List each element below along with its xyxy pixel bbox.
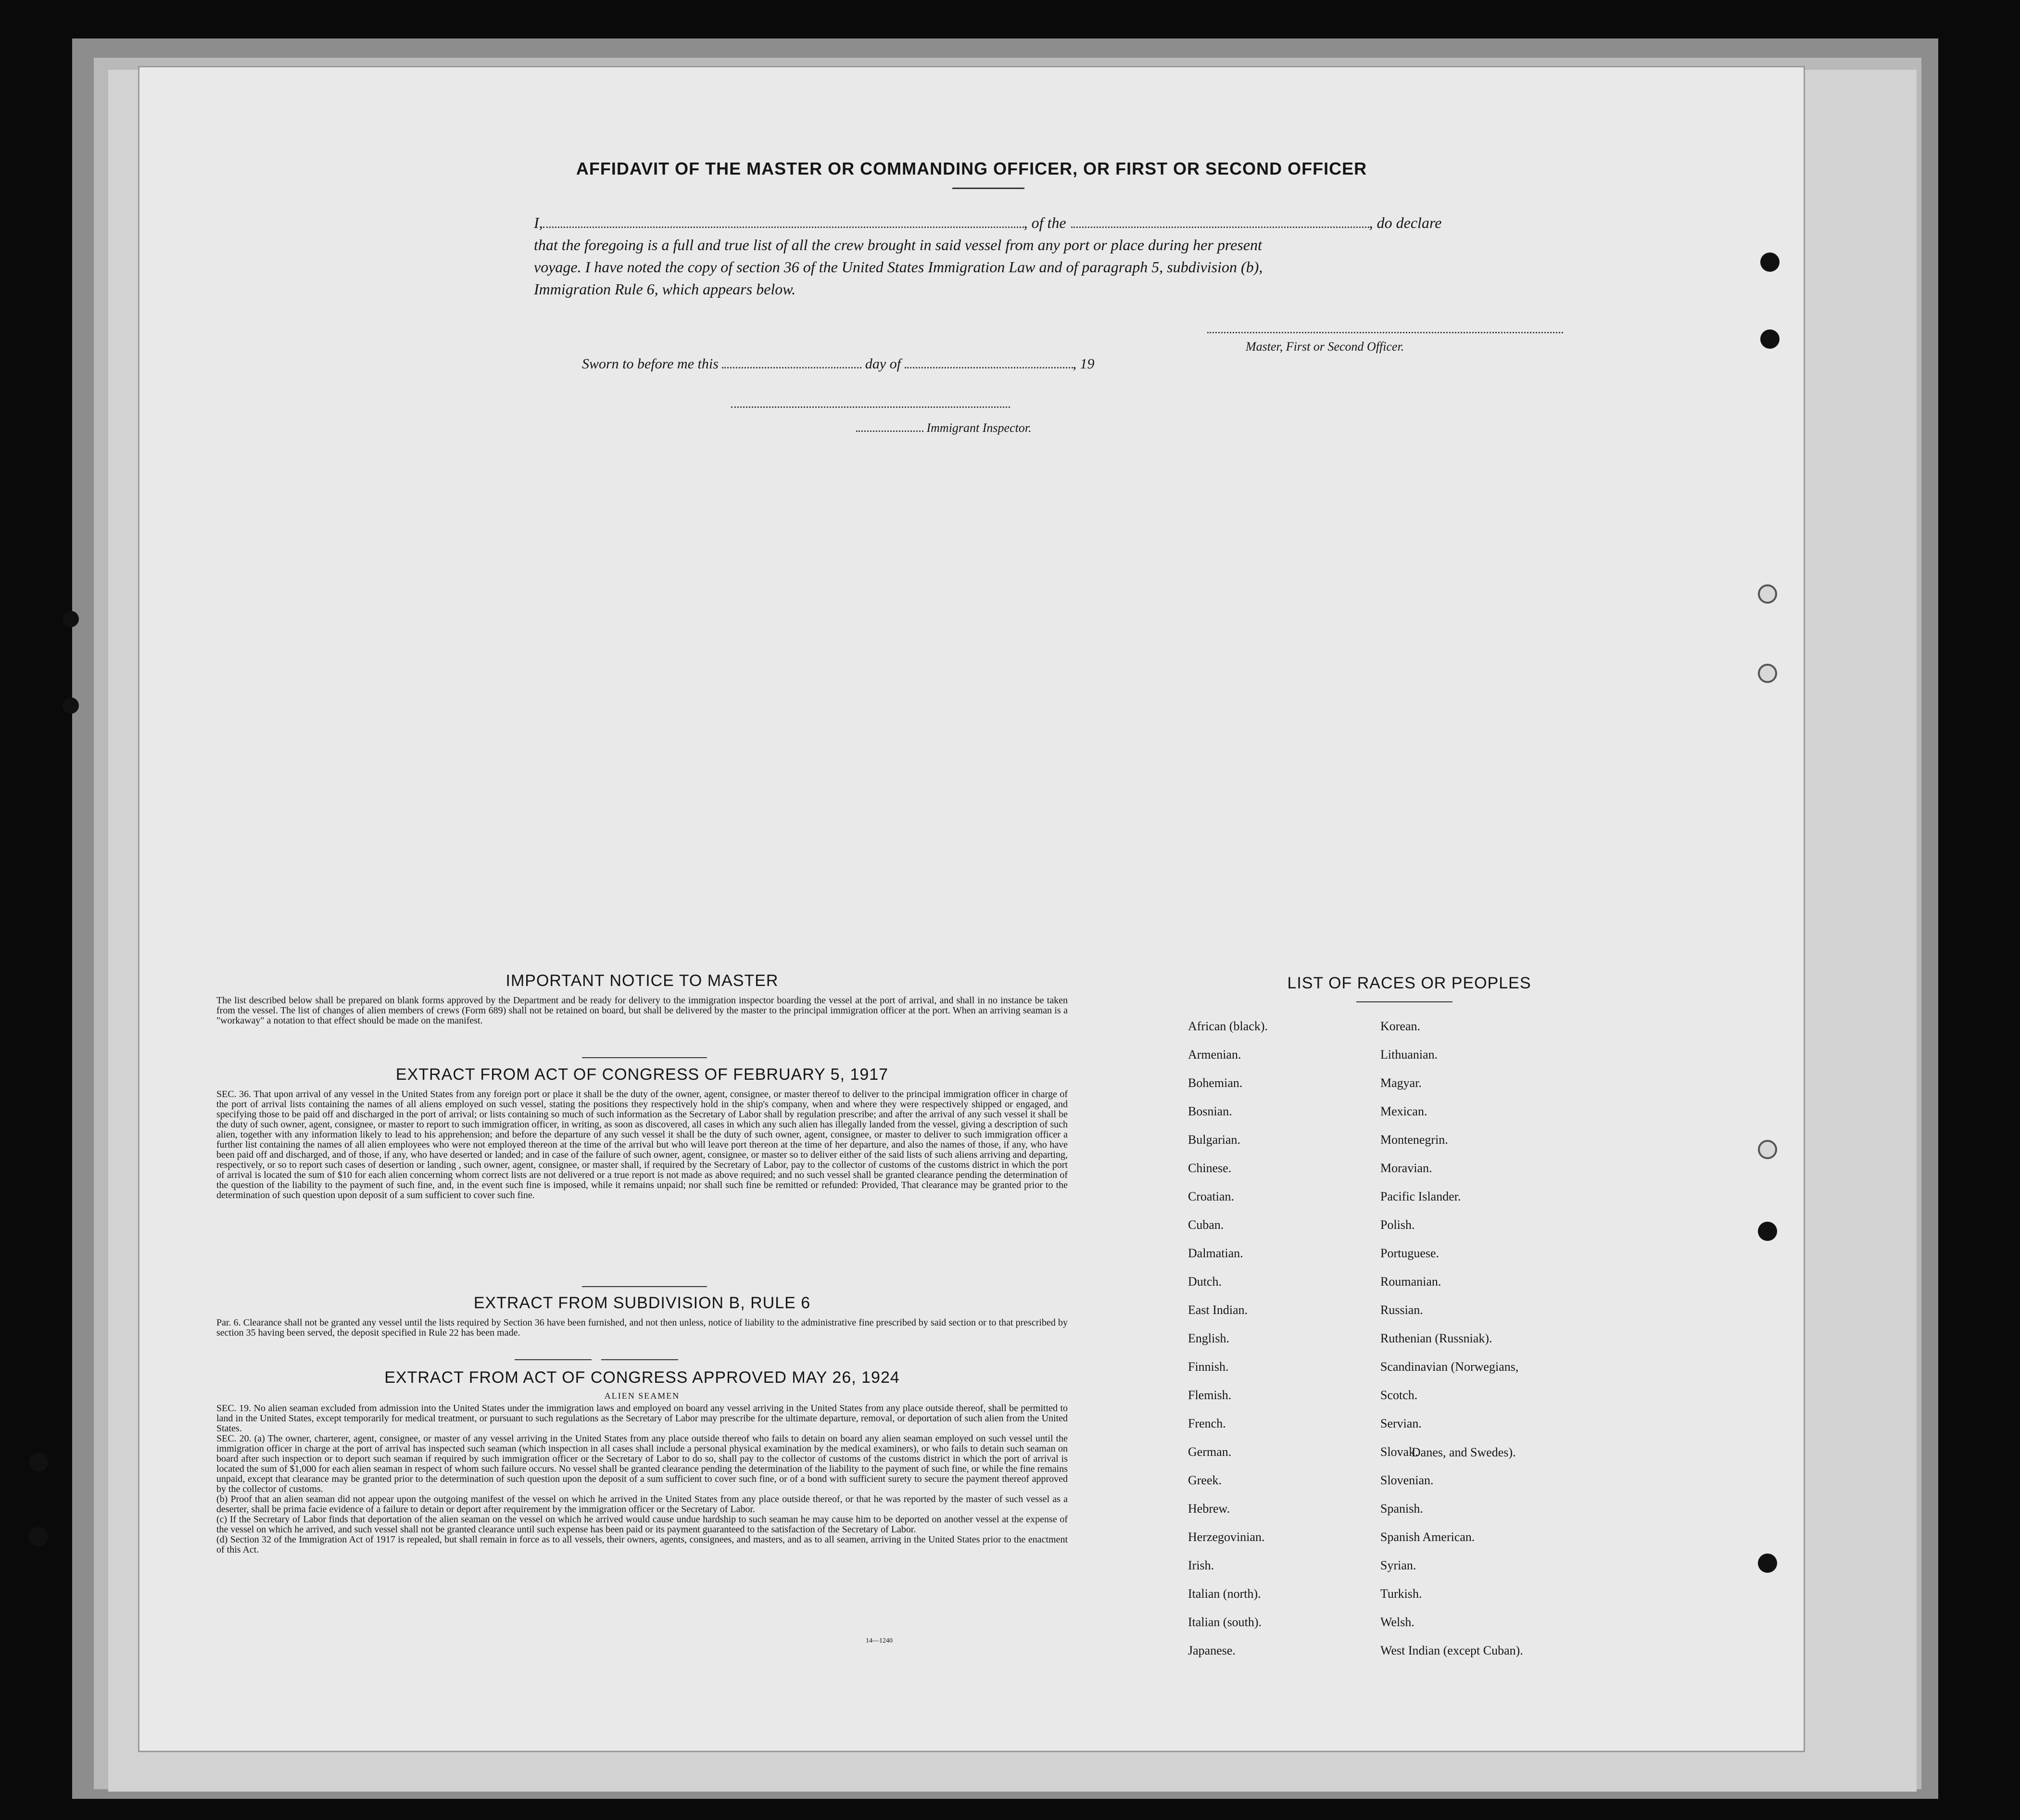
race-item: Roumanian. — [1380, 1275, 1441, 1289]
races-title: LIST OF RACES OR PEOPLES — [1287, 974, 1531, 992]
punch-hole — [1758, 584, 1777, 604]
master-signature-label: Master, First or Second Officer. — [1246, 340, 1404, 354]
notice-title: IMPORTANT NOTICE TO MASTER — [505, 972, 779, 990]
punch-hole — [1758, 1222, 1777, 1241]
race-item: West Indian (except Cuban). — [1380, 1643, 1523, 1657]
master-signature-line[interactable] — [1207, 332, 1563, 333]
binder-hole — [29, 1453, 48, 1472]
race-item: Dutch. — [1188, 1275, 1222, 1289]
race-item: Polish. — [1380, 1218, 1415, 1232]
year-label: , 19 — [1073, 356, 1095, 372]
sworn-month-field[interactable] — [905, 367, 1073, 368]
race-item: Greek. — [1188, 1473, 1222, 1487]
race-item: Pacific Islander. — [1380, 1189, 1461, 1203]
race-item: Chinese. — [1188, 1161, 1232, 1175]
alien-seamen-heading: ALIEN SEAMEN — [604, 1391, 680, 1401]
race-item: Dalmatian. — [1188, 1246, 1243, 1260]
affidavit-line-1 — [534, 212, 1602, 234]
race-item: Turkish. — [1380, 1587, 1422, 1601]
extract-1917-text: SEC. 36. That upon arrival of any vessel in the United States from any foreign port or place it shall be the duty of the owner, agent, consignee, or master thereof to deliver to the principal immigration officer in charge of the port of arrival lists containing the names of all aliens employed on such vessel, stating the positions they respectively hold in the ship's company, when and where they were respectively shipped or engaged, and specifying those to be paid off and discharged in the port of arrival; or lists containing so much of such information as the Secretary of Labor shall by regulation prescribe; and after the arrival of any such vessel it shall be the duty of such owner, agent, consignee, or master to report to such immigration officer, in writing, as soon as discovered, all cases in which any such alien has illegally landed from the vessel, giving a description of such alien, together with any information likely to lead to his apprehension; and before the departure of any such vessel it shall be the duty of such owner, agent, consignee, or master to deliver to such immigration officer a further list containing the names of all alien employees who were not employed thereon at the time of the arrival but who will leave port thereon at the time of her departure, and also the names of those, if any, who have been paid off and discharged, and of those, if any, who have deserted or landed; and in case of the failure of such owner, agent, consignee, or master so to deliver either of the said lists of such aliens arriving and departing, respectively, or so to report such cases of desertion or landing , such owner, agent, consignee, or master shall, if required by the Secretary of Labor, pay to the collector of customs of the customs district in which the port of arrival is located the sum of $10 for each alien concerning whom correct lists are not delivered or a true report is not made as above required; and no such vessel shall be granted clearance pending the determination of the question of the liability to the payment of such fine, and, in the event such fine is imposed, while it remains unpaid; nor shall such fine be remitted or refunded: Provided, That clearance may be granted prior to the determination of such question upon deposit of a sum sufficient to cover such fine. — [216, 1089, 1068, 1201]
race-item: Herzegovinian. — [1188, 1530, 1265, 1544]
extract-1917-title: EXTRACT FROM ACT OF CONGRESS OF FEBRUARY 5, 1917 — [395, 1065, 889, 1084]
do-declare-label: , do declare — [1369, 214, 1442, 231]
race-item: Finnish. — [1188, 1360, 1229, 1374]
race-item: Welsh. — [1380, 1615, 1414, 1629]
binder-hole — [63, 611, 79, 627]
race-item: Mexican. — [1380, 1104, 1427, 1118]
sworn-line — [582, 356, 1095, 372]
sec-20a-text: SEC. 20. (a) The owner, charterer, agent, consignee, or master of any vessel arriving in the United States from any place outside thereof who fails to detain on board any alien seaman employed on such vessel until the immigration officer in charge at the port of arrival has inspected such seaman (which inspection in all cases shall include a personal physical examination by the medical examiners), or who fails to detain such seaman on board after such inspection or to deport such seaman if required by such immigration officer or the Secretary of Labor to do so, shall pay to the collector of customs of the customs district in which the port of arrival is located the sum of $1,000 for each alien seaman in respect of whom such failure occurs. No vessel shall be granted clearance pending the determination of the liability to the payment of such fine, or while the fine remains unpaid, except that clearance may be granted prior to the determination of such question upon the deposit of a sum sufficient to cover such fine, or of a bond with sufficient surety to secure the payment thereof approved by the collector of customs. — [216, 1433, 1068, 1494]
section-rule — [515, 1359, 592, 1360]
binder-hole — [29, 1527, 48, 1546]
race-item: Scotch. — [1380, 1388, 1418, 1402]
vessel-field[interactable] — [1071, 227, 1369, 228]
sworn-day-field[interactable] — [722, 367, 861, 368]
punch-hole — [1760, 253, 1780, 272]
race-item: Armenian. — [1188, 1048, 1241, 1062]
sec-20b-text: (b) Proof that an alien seaman did not appear upon the outgoing manifest of the vessel on which he arrived in the United States from any place outside thereof, or that he was reported by the master of such vessel as a deserter, shall be prima facie evidence of a failure to detain or deport after requirement by the immigration officer or the Secretary of Labor. — [216, 1494, 1068, 1515]
affidavit-title: AFFIDAVIT OF THE MASTER OR COMMANDING OFFICER, OR FIRST OR SECOND OFFICER — [576, 159, 1367, 178]
race-item: Danes, and Swedes). — [1412, 1445, 1516, 1459]
race-item: Servian. — [1380, 1416, 1422, 1430]
race-item: German. — [1188, 1445, 1232, 1459]
sec-20c-text: (c) If the Secretary of Labor finds that deportation of the alien seaman on the vessel on which he arrived would cause undue hardship to such seaman he may cause him to be deported on another vessel at the expense of the vessel on which he arrived, and such vessel shall not be granted clearance until such expense has been paid or its payment guaranteed to the satisfaction of the Secretary of Labor. — [216, 1514, 1068, 1535]
punch-hole — [1758, 1140, 1777, 1159]
sec-20d-text: (d) Section 32 of the Immigration Act of 1917 is repealed, but shall remain in force as to all vessels, their owners, agents, consignees, and masters, and as to all seamen, arriving in the United States prior to the enactment of this Act. — [216, 1534, 1068, 1555]
race-item: Lithuanian. — [1380, 1048, 1438, 1062]
race-item: Syrian. — [1380, 1558, 1416, 1572]
race-item: Spanish. — [1380, 1502, 1423, 1516]
notice-text: The list described below shall be prepared on blank forms approved by the Department and be ready for delivery to the immigration inspector boarding the vessel at the port of arrival, and shall in no instance be taken from the vessel. The list of changes of alien members of crews (Form 689) shall not be retained on board, but shall be delivered by the master to the principal immigration officer at the port. When an arriving seaman is a "workaway" a notation to that effect should be made on the manifest. — [216, 995, 1068, 1026]
section-rule — [601, 1359, 678, 1360]
punch-hole — [1758, 1554, 1777, 1573]
race-item: Italian (south). — [1188, 1615, 1262, 1629]
race-item: Scandinavian (Norwegians, — [1380, 1360, 1519, 1374]
title-rule — [952, 188, 1024, 189]
race-item: Slovak. — [1380, 1445, 1418, 1459]
binder-hole — [63, 697, 79, 714]
inspector-label — [856, 421, 1032, 435]
race-item: African (black). — [1188, 1019, 1268, 1033]
punch-hole — [1760, 329, 1780, 349]
race-item: Japanese. — [1188, 1643, 1236, 1657]
race-item: French. — [1188, 1416, 1226, 1430]
affidavit-line-2: that the foregoing is a full and true list of all the crew brought in said vessel from any port or place during her present — [534, 236, 1262, 253]
punch-hole — [1758, 664, 1777, 683]
race-item: Ruthenian (Russniak). — [1380, 1331, 1492, 1345]
race-item: Magyar. — [1380, 1076, 1422, 1090]
extract-rule6-text: Par. 6. Clearance shall not be granted any vessel until the lists required by Section 36 have been furnished, and not then unless, notice of liability to the administrative fine prescribed by said section or to that prescribed by section 35 having been served, the deposit specified in Rule 22 has been made. — [216, 1317, 1068, 1338]
name-field[interactable] — [543, 227, 1024, 228]
of-the-label: , of the — [1023, 214, 1066, 231]
race-item: East Indian. — [1188, 1303, 1248, 1317]
race-item: Slovenian. — [1380, 1473, 1434, 1487]
extract-1924-body — [216, 1403, 1068, 1555]
race-item: Bulgarian. — [1188, 1133, 1241, 1147]
affidavit-line-3: voyage. I have noted the copy of section 36 of the United States Immigration Law and of paragraph 5, subdivision (b), — [534, 258, 1263, 276]
race-item: Montenegrin. — [1380, 1133, 1448, 1147]
form-code: 14—1240 — [866, 1637, 893, 1644]
race-item: Moravian. — [1380, 1161, 1432, 1175]
races-title-rule — [1356, 1001, 1452, 1002]
race-item: Cuban. — [1188, 1218, 1224, 1232]
race-item: Russian. — [1380, 1303, 1423, 1317]
inspector-dots — [856, 430, 923, 432]
race-item: Flemish. — [1188, 1388, 1232, 1402]
extract-rule6-title: EXTRACT FROM SUBDIVISION B, RULE 6 — [473, 1294, 811, 1312]
race-item: Bosnian. — [1188, 1104, 1232, 1118]
race-item: Italian (north). — [1188, 1587, 1261, 1601]
document-page — [139, 67, 1804, 1751]
sec-19-text: SEC. 19. No alien seaman excluded from admission into the United States under the immigration laws and employed on board any vessel arriving in the United States from any place outside thereof, shall be permitted to land in the United States, except temporarily for medical treatment, or pursuant to such regulations as the Secretary of Labor may prescribe for the ultimate departure, removal, or deportation of such alien from the United States. — [216, 1403, 1068, 1434]
race-item: Croatian. — [1188, 1189, 1235, 1203]
sworn-label: Sworn to before me this — [582, 356, 719, 372]
affidavit-line-4: Immigration Rule 6, which appears below. — [534, 280, 796, 298]
affidavit-i: I, — [534, 214, 543, 231]
inspector-label-text: Immigrant Inspector. — [926, 421, 1032, 435]
race-item: Spanish American. — [1380, 1530, 1475, 1544]
race-item: Irish. — [1188, 1558, 1214, 1572]
section-rule — [582, 1286, 707, 1287]
race-item: Korean. — [1380, 1019, 1421, 1033]
race-item: English. — [1188, 1331, 1229, 1345]
day-of-label: day of — [865, 356, 901, 372]
race-item: Portuguese. — [1380, 1246, 1439, 1260]
race-item: Hebrew. — [1188, 1502, 1230, 1516]
race-item: Bohemian. — [1188, 1076, 1243, 1090]
extract-1924-title: EXTRACT FROM ACT OF CONGRESS APPROVED MAY 26, 1924 — [384, 1368, 900, 1387]
section-rule — [582, 1057, 707, 1058]
inspector-signature-line[interactable] — [731, 406, 1010, 408]
